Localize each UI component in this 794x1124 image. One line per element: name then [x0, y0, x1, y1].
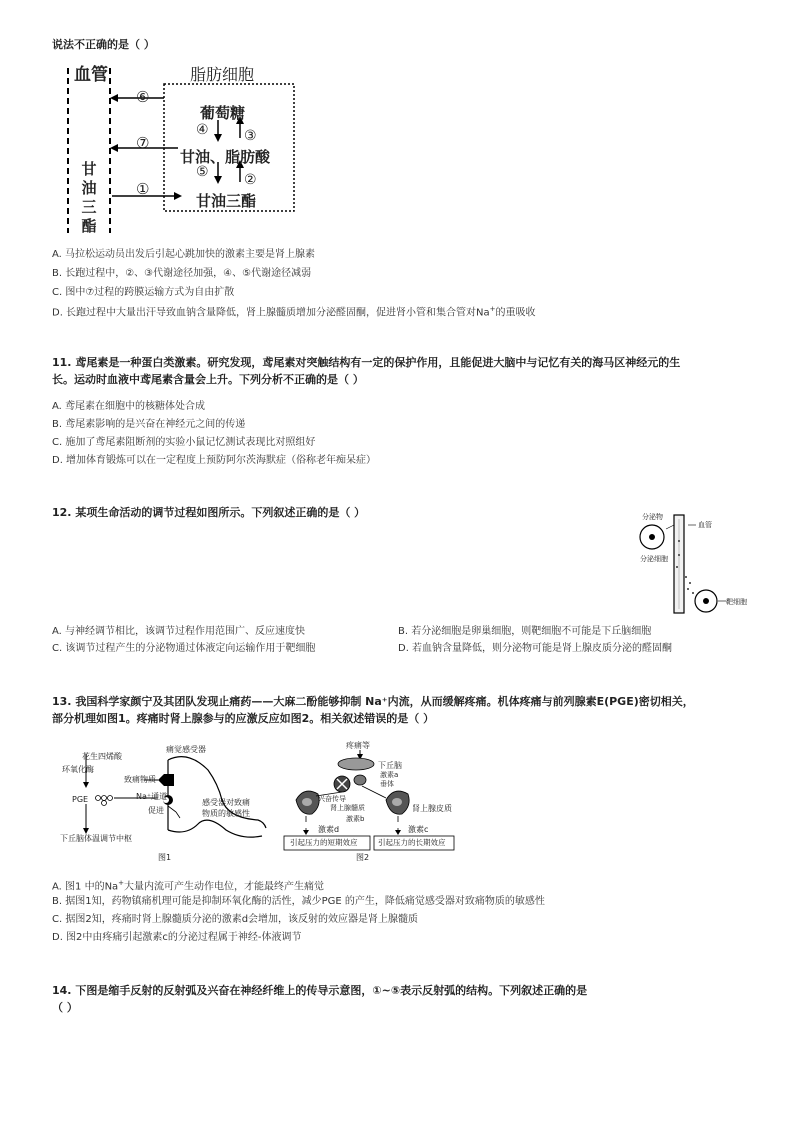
q12-vessel-label: 血管 [698, 521, 712, 529]
q10-cell-label: 脂肪细胞 [190, 65, 255, 84]
q13-fig2-long-effect: 引起压力的长期效应 [378, 838, 446, 847]
q12-option-d: D. 若血钠含量降低，则分泌物可能是肾上腺皮质分泌的醛固酮 [398, 643, 673, 654]
q10-vessel-label: 血管 [74, 65, 108, 85]
q10-left-char: 三 [81, 198, 97, 216]
q13-fig2-medulla: 肾上腺髓质 [330, 804, 365, 812]
q10-option-a: A. 马拉松运动员出发后引起心跳加快的激素主要是肾上腺素 [52, 249, 316, 260]
q13-option-a-sup: + [118, 879, 125, 887]
q13-fig1-arachidonic: 花生四烯酸 [82, 752, 122, 761]
q13-fig1-sensitivity-line1: 感受器对致痛 [202, 798, 250, 807]
q12-secretion-label: 分泌物 [642, 513, 663, 521]
q13-option-a-post: 大量内流可产生动作电位，才能最终产生痛觉 [124, 881, 325, 893]
q10-option-d-pre: D. 长跑过程中大量出汗导致血钠含量降低，肾上腺髓质增加分泌醛固酮，促进肾小管和集合管对Na [52, 307, 490, 319]
q10-num-6: ⑥ [136, 88, 150, 106]
q11-option-d: D. 增加体育锻炼可以在一定程度上预防阿尔茨海默症（俗称老年痴呆症） [52, 455, 377, 466]
q14-stem-line1: 14. 下图是缩手反射的反射弧及兴奋在神经纤维上的传导示意图，①~⑤表示反射弧的结构。下列叙述正确的是 [52, 984, 588, 997]
q13-fig1-promote: 促进 [148, 806, 164, 815]
q10-left-char: 甘 [81, 160, 97, 178]
q10-glucose-label: 葡萄糖 [200, 104, 246, 122]
q13-option-a-pre: A. 图1 中的Na [52, 881, 119, 893]
q12-target-cell-label: 靶细胞 [726, 598, 747, 606]
q10-option-d-post: 的重吸收 [495, 307, 536, 319]
q13-stem-line2: 部分机理如图1。疼痛时肾上腺参与的应激反应如图2。相关叙述错误的是（ ） [52, 712, 435, 725]
q13-fig1-caption: 图1 [158, 853, 172, 862]
q14-stem-line2: （ ） [52, 1001, 78, 1014]
q13-fig1-pain-substance: 致痛物质 [124, 775, 156, 784]
q11-option-b: B. 鸢尾素影响的是兴奋在神经元之间的传递 [52, 419, 246, 430]
q13-fig2-hormone-c: 激素c [408, 825, 429, 834]
q13-fig2-cortex: 肾上腺皮质 [412, 804, 452, 813]
q11-option-c: C. 施加了鸢尾素阻断剂的实验小鼠记忆测试表现比对照组好 [52, 437, 316, 448]
q10-num-7: ⑦ [136, 134, 150, 152]
q10-left-char: 酯 [81, 217, 97, 235]
q13-fig1-channel: Na⁺通道 [136, 792, 168, 801]
q10-num-3: ③ [244, 128, 257, 144]
q13-option-b: B. 据图1知，药物镇痛机理可能是抑制环氧化酶的活性，减少PGE 的产生，降低痛觉感受器对致痛物质的敏感性 [52, 896, 545, 907]
q13-fig1-receptor: 痛觉感受器 [166, 745, 206, 754]
q13-fig1-sensitivity-line2: 物质的敏感性 [202, 809, 250, 818]
q10-triglyceride-label: 甘油三酯 [196, 192, 257, 210]
q10-option-d-sup: + [489, 305, 496, 313]
q10-num-4: ④ [196, 122, 209, 138]
q10-option-c: C. 图中⑦过程的跨膜运输方式为自由扩散 [52, 287, 235, 298]
q10-stem-tail: 说法不正确的是（ ） [52, 38, 155, 51]
q13-fig1-hypothalamus-center: 下丘脑体温调节中枢 [60, 834, 132, 843]
q13-fig1-pge: PGE [72, 795, 89, 804]
q13-fig2-nerve: 兴奋传导 [318, 795, 346, 803]
q13-fig2-hypothalamus: 下丘脑 [378, 761, 402, 770]
q12-option-a: A. 与神经调节相比，该调节过程作用范围广、反应速度快 [52, 626, 306, 637]
q13-fig2-caption: 图2 [356, 853, 370, 862]
q10-left-char: 油 [81, 179, 97, 197]
q13-fig2-hormone-d: 激素d [318, 825, 340, 834]
q13-option-c: C. 据图2知，疼痛时肾上腺髓质分泌的激素d会增加，该反射的效应器是肾上腺髓质 [52, 914, 419, 925]
q10-option-d [52, 300, 536, 322]
q13-option-d: D. 图2中由疼痛引起激素c的分泌过程属于神经-体液调节 [52, 932, 302, 943]
q10-glycerol-label: 甘油、脂肪酸 [180, 148, 271, 166]
q13-fig2-pituitary: 垂体 [380, 780, 394, 788]
q13-fig2-pain: 疼痛等 [346, 741, 370, 750]
q13-fig1-cox: 环氧化酶 [62, 765, 94, 774]
q10-left-label [80, 160, 98, 236]
q10-num-5: ⑤ [196, 164, 209, 180]
q11-stem-line1: 11. 鸢尾素是一种蛋白类激素。研究发现，鸢尾素对突触结构有一定的保护作用，且能促进大脑中与记忆有关的海马区神经元的生 [52, 356, 681, 369]
q10-num-2: ② [244, 172, 257, 188]
q11-stem-line2: 长。运动时血液中鸢尾素含量会上升。下列分析不正确的是（ ） [52, 373, 364, 386]
q13-stem-line1: 13. 我国科学家颜宁及其团队发现止痛药——大麻二酚能够抑制 Na⁺内流，从而缓解疼痛。机体疼痛与前列腺素E(PGE)密切相关， [52, 695, 694, 708]
q10-num-1: ① [136, 180, 150, 198]
q13-fig2-hormone-a: 激素a [380, 771, 399, 779]
q12-stem: 12. 某项生命活动的调节过程如图所示。下列叙述正确的是（ ） [52, 506, 366, 519]
q13-fig2-short-effect: 引起压力的短期效应 [290, 838, 358, 847]
q13-figure2 [282, 740, 457, 852]
q12-option-c: C. 该调节过程产生的分泌物通过体液定向运输作用于靶细胞 [52, 643, 316, 654]
q12-secretory-cell-label: 分泌细胞 [640, 555, 668, 563]
q11-option-a: A. 鸢尾素在细胞中的核糖体处合成 [52, 401, 206, 412]
q13-fig2-hormone-b: 激素b [346, 815, 365, 823]
q10-option-b: B. 长跑过程中，②、③代谢途径加强，④、⑤代谢途径减弱 [52, 268, 312, 279]
q12-option-b: B. 若分泌细胞是卵巢细胞，则靶细胞不可能是下丘脑细胞 [398, 626, 652, 637]
